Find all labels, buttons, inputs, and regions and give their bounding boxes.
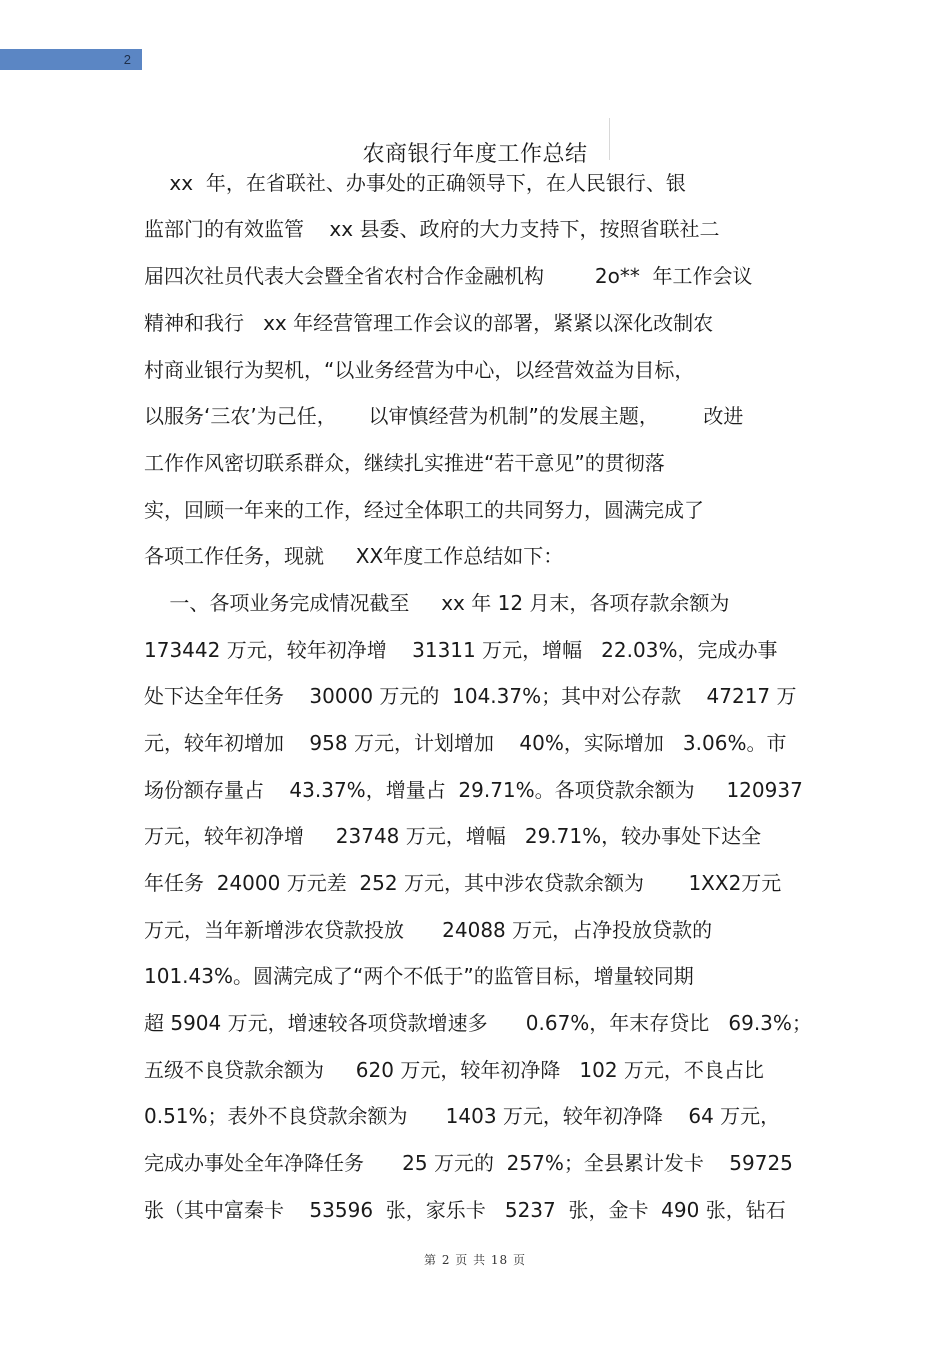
body-line: 完成办事处全年净降任务 25 万元的 257%；全县累计发卡 59725 bbox=[144, 1151, 793, 1175]
body-line: 173442 万元，较年初净增 31311 万元，增幅 22.03%，完成办事 bbox=[144, 638, 778, 662]
body-line: 万元，当年新增涉农贷款投放 24088 万元，占净投放贷款的 bbox=[144, 918, 713, 942]
body-line: 精神和我行 xx 年经营管理工作会议的部署，紧紧以深化改制农 bbox=[144, 311, 714, 335]
body-line: 张（其中富秦卡 53596 张，家乐卡 5237 张，金卡 490 张，钻石 bbox=[144, 1198, 786, 1222]
body-line: 场份额存量占 43.37%，增量占 29.71%。各项贷款余额为 120937 bbox=[144, 778, 803, 802]
page-footer: 第 2 页 共 18 页 bbox=[424, 1253, 526, 1267]
body-line: xx 年，在省联社、办事处的正确领导下，在人民银行、银 bbox=[144, 171, 686, 195]
page-number: 2 bbox=[123, 52, 131, 67]
body-line: 届四次社员代表大会暨全省农村合作金融机构 2o** 年工作会议 bbox=[144, 264, 753, 288]
body-line: 实，回顾一年来的工作，经过全体职工的共同努力，圆满完成了 bbox=[144, 498, 704, 522]
document-title: 农商银行年度工作总结 bbox=[362, 141, 588, 167]
body-line: 处下达全年任务 30000 万元的 104.37%；其中对公存款 47217 万 bbox=[144, 684, 797, 708]
body-line: 以服务‘三农’为己任， 以审慎经营为机制”的发展主题， 改进 bbox=[144, 404, 744, 428]
body-line: 各项工作任务，现就 XX年度工作总结如下： bbox=[144, 544, 564, 568]
body-line: 元，较年初增加 958 万元，计划增加 40%，实际增加 3.06%。市 bbox=[144, 731, 787, 755]
body-line: 五级不良贷款余额为 620 万元，较年初净降 102 万元，不良占比 bbox=[144, 1058, 764, 1082]
page-number-tab bbox=[0, 49, 142, 70]
body-line: 一、各项业务完成情况截至 xx 年 12 月末，各项存款余额为 bbox=[144, 591, 730, 615]
body-line: 超 5904 万元，增速较各项贷款增速多 0.67%，年末存贷比 69.3%； bbox=[144, 1011, 812, 1035]
body-line: 101.43%。圆满完成了“两个不低于”的监管目标，增量较同期 bbox=[144, 964, 694, 988]
body-line: 年任务 24000 万元差 252 万元，其中涉农贷款余额为 1XX2万元 bbox=[144, 871, 782, 895]
body-line: 万元，较年初净增 23748 万元，增幅 29.71%，较办事处下达全 bbox=[144, 824, 762, 848]
body-line: 村商业银行为契机，“以业务经营为中心，以经营效益为目标， bbox=[144, 358, 695, 382]
body-line: 监部门的有效监管 xx 县委、政府的大力支持下，按照省联社二 bbox=[144, 217, 720, 241]
body-line: 0.51%；表外不良贷款余额为 1403 万元，较年初净降 64 万元， bbox=[144, 1104, 781, 1128]
body-line: 工作作风密切联系群众，继续扎实推进“若干意见”的贯彻落 bbox=[144, 451, 665, 475]
